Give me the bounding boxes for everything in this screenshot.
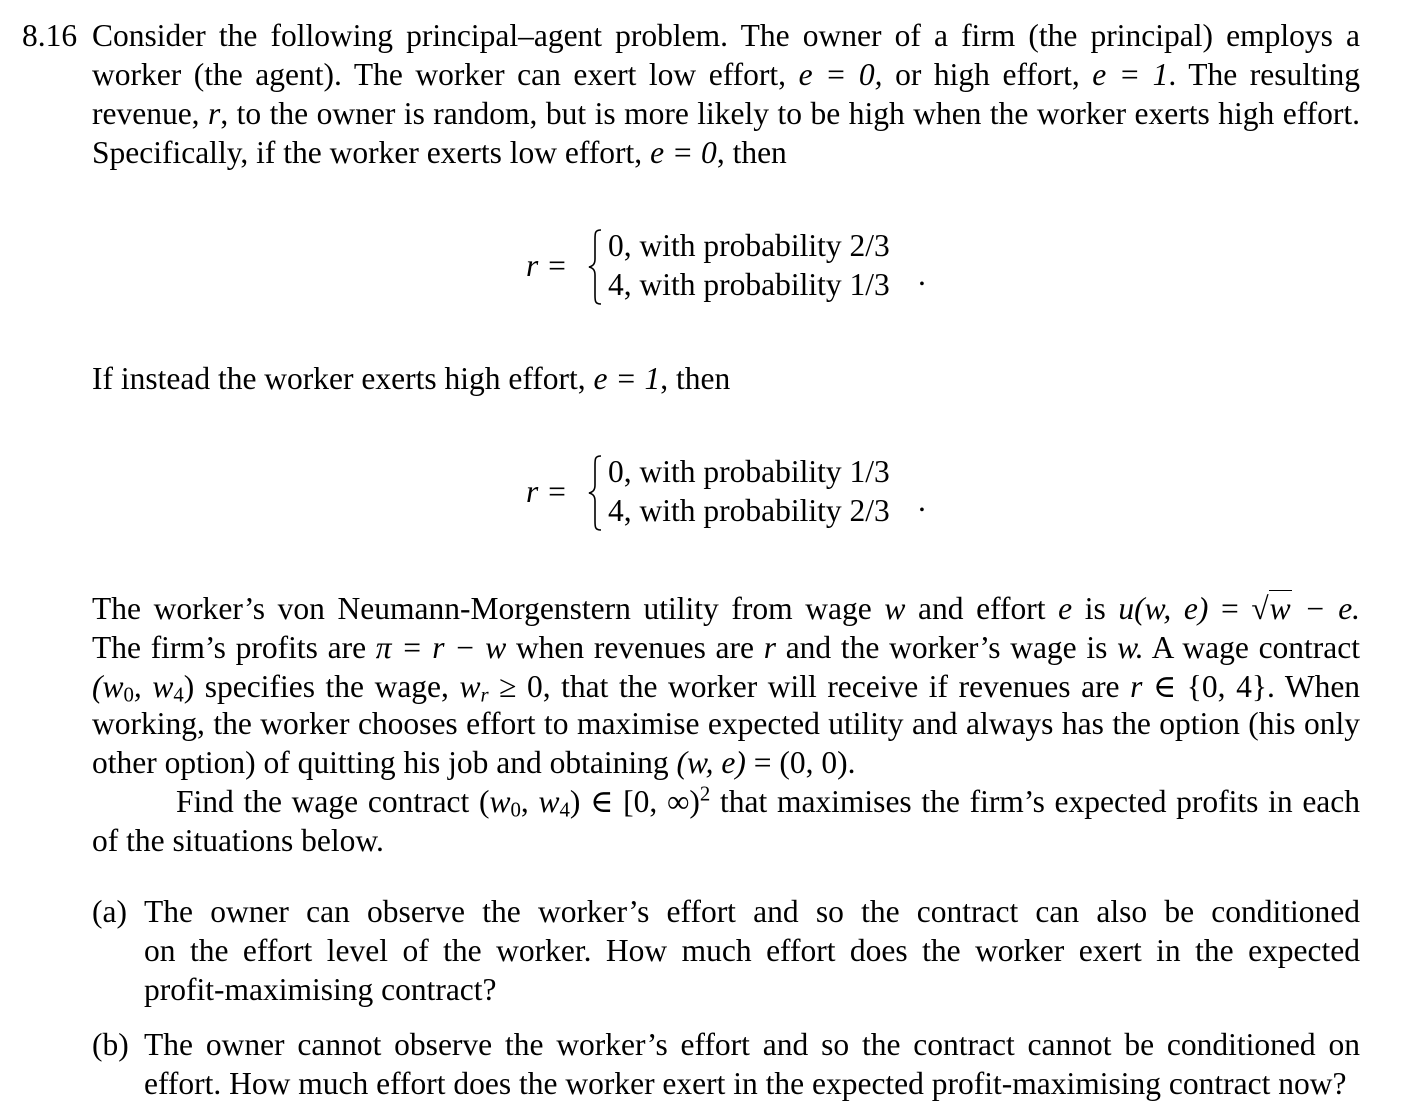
math-utility: u(w, e) — [1118, 591, 1209, 626]
high-effort-case-2: 4, with probability 2/3 — [608, 493, 890, 528]
utility-text-2d: A wage contract — [1151, 630, 1361, 665]
math-profit: π = r − w — [375, 630, 507, 665]
find-text-1d: that maximises the firm’s expected profits in each — [720, 784, 1361, 819]
utility-line-3 — [92, 667, 1360, 706]
contract-mid: , w — [133, 669, 174, 704]
intro-line-3 — [92, 94, 1360, 133]
find-comma: , — [520, 784, 539, 819]
low-effort-case-2: 4, with probability 1/3 — [608, 267, 890, 302]
utility-text-1c: is — [1084, 591, 1106, 626]
intro-line-1 — [92, 16, 1360, 55]
math-r: r — [208, 96, 221, 131]
part-b-line-2: effort. How much effort does the worker exert in the expected profit-maximising contract now? — [144, 1066, 1347, 1101]
math-e0-then: e = 0 — [650, 135, 717, 170]
utility-text-5c: = (0, 0). — [753, 745, 856, 780]
find-text-2: of the situations below. — [92, 823, 384, 858]
find-text-1a: Find the wage contract ( — [176, 784, 490, 819]
intro-line-4 — [92, 133, 1360, 172]
low-effort-brace — [588, 229, 602, 305]
utility-line-1 — [92, 589, 1360, 628]
part-a-line-3: profit-maximising contract? — [144, 972, 497, 1007]
intro-text-7: Specifically, if the worker exerts low effort, — [92, 135, 643, 170]
intro-text-4: . The resulting — [1168, 57, 1361, 92]
math-quit: (w, e) — [676, 745, 746, 780]
find-w4: w — [538, 784, 560, 819]
math-e1: e = 1 — [1092, 57, 1169, 92]
math-w-2: w. — [1117, 630, 1144, 665]
intro-line-2 — [92, 55, 1360, 94]
utility-text-3d: ≥ 0, that the worker will receive if revenues are — [499, 669, 1120, 704]
problem-number: 8.16 — [22, 18, 78, 53]
math-e0: e = 0, — [798, 57, 883, 92]
utility-line-2 — [92, 628, 1360, 667]
utility-text-3e: ∈ {0, 4}. When — [1152, 669, 1361, 704]
utility-line-5 — [92, 743, 1360, 782]
find-sup-2: 2 — [699, 782, 711, 806]
utility-text-2b: when revenues are — [515, 630, 754, 665]
find-line-2 — [92, 821, 1360, 860]
part-b-label: (b) — [92, 1027, 129, 1062]
math-minus-e: − e. — [1304, 591, 1361, 626]
find-line-1 — [176, 782, 1360, 821]
math-sqrt — [1251, 590, 1291, 626]
sqrt-sign: √ — [1251, 591, 1269, 626]
intro-text-1: Consider the following principal–agent problem. The owner of a firm (the principal) employs a — [92, 18, 1360, 53]
low-effort-lhs: r = — [526, 248, 568, 283]
intro-text-8: , then — [716, 135, 787, 170]
utility-text-5a: other option) of quitting his job and obtaining — [92, 745, 669, 780]
utility-text-2c: and the worker’s wage is — [785, 630, 1108, 665]
find-domain: ) ∈ [0, ∞) — [569, 784, 700, 819]
sub-0: 0 — [123, 683, 134, 707]
part-a-line-2: on the effort level of the worker. How much effort does the worker exert in the expected — [144, 933, 1360, 968]
high-effort-intro-tail: , then — [660, 361, 731, 396]
find-sub-0: 0 — [510, 798, 521, 822]
part-b-line-1: The owner cannot observe the worker’s effort and so the contract cannot be conditioned on — [144, 1027, 1360, 1062]
utility-text-1a: The worker’s von Neumann-Morgenstern utility from wage — [92, 591, 872, 626]
high-effort-case-1: 0, with probability 1/3 — [608, 454, 890, 489]
wr-sub: r — [480, 683, 489, 707]
find-sub-4: 4 — [559, 798, 570, 822]
contract-open: (w — [92, 669, 124, 704]
high-effort-intro-text: If instead the worker exerts high effort, — [92, 361, 586, 396]
utility-text-3c: ) specifies the wage, — [183, 669, 449, 704]
high-effort-brace — [588, 455, 602, 531]
math-e1-then: e = 1 — [593, 361, 661, 396]
utility-text-1b: and effort — [918, 591, 1046, 626]
high-effort-period: . — [918, 483, 926, 518]
part-a-line-1: The owner can observe the worker’s effort and so the contract can also be conditioned — [144, 894, 1360, 929]
intro-text-5: revenue, — [92, 96, 200, 131]
utility-text-2a: The firm’s profits are — [92, 630, 367, 665]
math-r-2: r — [763, 630, 776, 665]
find-w0: w — [489, 784, 511, 819]
low-effort-period: . — [918, 257, 926, 292]
math-equals: = — [1220, 591, 1239, 626]
sub-4: 4 — [173, 683, 184, 707]
high-effort-intro — [92, 359, 1360, 398]
utility-text-4: working, the worker chooses effort to maximise expected utility and always has the option (his only — [92, 706, 1360, 741]
math-contract — [92, 669, 184, 707]
wr-w: w — [459, 669, 481, 704]
math-e: e — [1058, 591, 1073, 626]
sqrt-radicand: w — [1269, 591, 1291, 626]
low-effort-case-1: 0, with probability 2/3 — [608, 228, 890, 263]
math-w: w — [884, 591, 906, 626]
utility-line-4 — [92, 704, 1360, 743]
part-a-label: (a) — [92, 894, 127, 929]
intro-text-3: or high effort, — [895, 57, 1080, 92]
math-r-3: r — [1130, 669, 1143, 704]
intro-text-6: , to the owner is random, but is more likely to be high when the worker exerts high effort. — [220, 96, 1360, 131]
intro-text-2: worker (the agent). The worker can exert low effort, — [92, 57, 786, 92]
high-effort-lhs: r = — [526, 474, 568, 509]
math-wr — [459, 669, 489, 707]
